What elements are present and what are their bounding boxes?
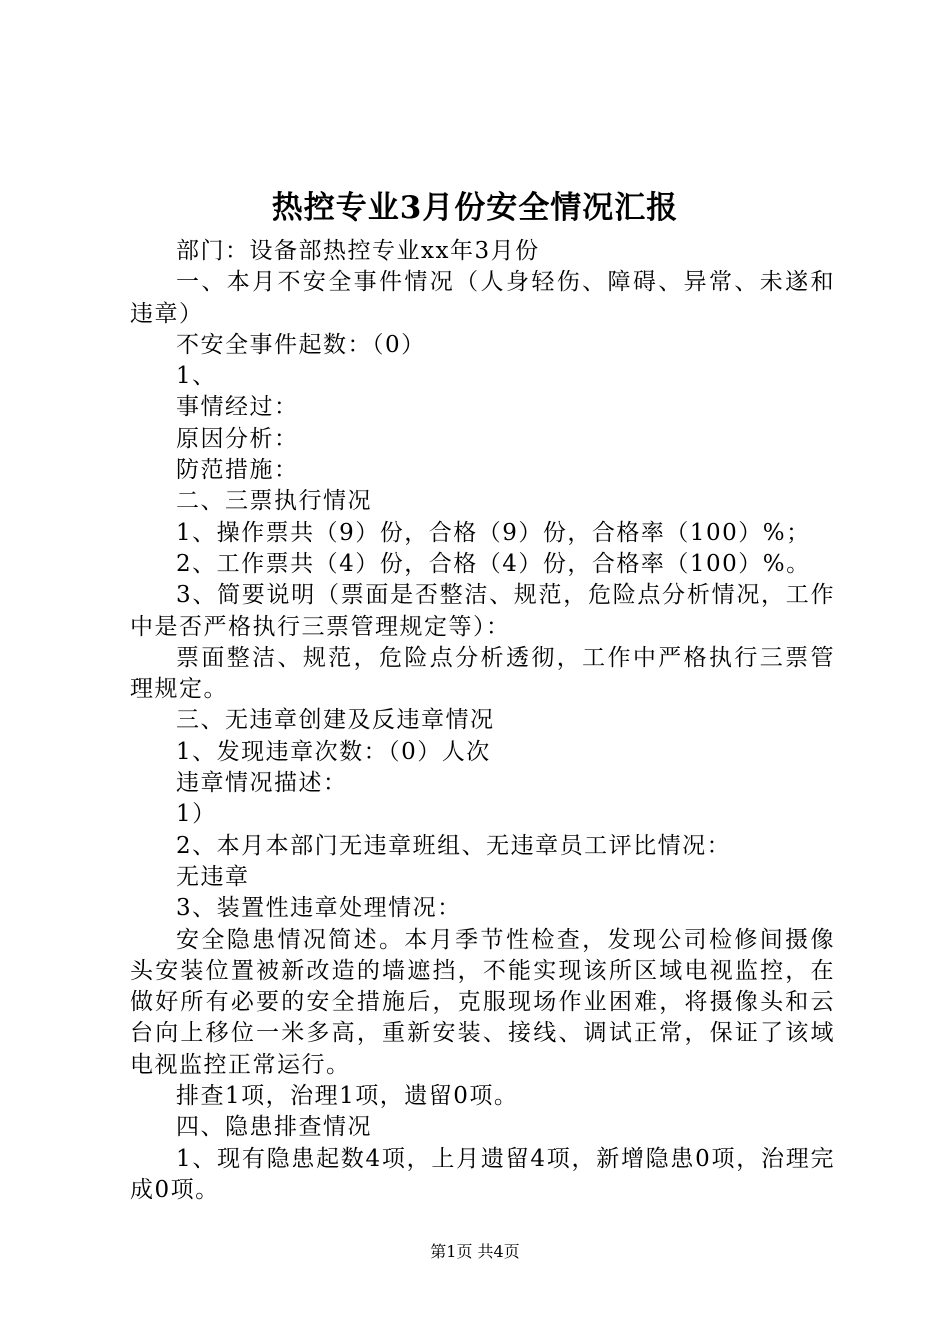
paragraph: 安全隐患情况简述。本月季节性检查，发现公司检修间摄像头安装位置被新改造的墙遮挡，不能实现该所区域电视监控，在做好所有必要的安全措施后，克服现场作业困难，将摄像头和云台向上移位一米多高，重新安装、接线、调试正常，保证了该域电视监控正常运行。: [130, 926, 835, 1078]
paragraph: 四、隐患排查情况: [176, 1114, 372, 1141]
page-number-footer: 第1页 共4页: [430, 1242, 520, 1261]
paragraph: 一、本月不安全事件情况（人身轻伤、障碍、异常、未遂和违章）: [130, 269, 835, 327]
paragraph: 三、无违章创建及反违章情况: [176, 707, 495, 734]
paragraph: 防范措施：: [176, 457, 299, 484]
paragraph: 1、现有隐患起数4项，上月遗留4项，新增隐患0项，治理完成0项。: [130, 1145, 835, 1203]
paragraph: 违章情况描述：: [176, 770, 348, 797]
paragraph: 部门：设备部热控专业xx年3月份: [176, 238, 540, 264]
paragraph: 1、操作票共（9）份，合格（9）份，合格率（100）%；: [176, 519, 811, 546]
paragraph: 不安全事件起数：（0）: [176, 331, 426, 358]
paragraph: 2、本月本部门无违章班组、无违章员工评比情况：: [176, 832, 732, 859]
paragraph: 1、发现违章次数：（0）人次: [176, 738, 491, 765]
paragraph: 3、装置性违章处理情况：: [176, 895, 462, 922]
paragraph: 1、: [176, 363, 217, 390]
document-body: [130, 236, 835, 1206]
paragraph: 原因分析：: [176, 425, 299, 452]
paragraph: 2、工作票共（4）份，合格（4）份，合格率（100）%。: [176, 550, 811, 577]
paragraph: 二、三票执行情况: [176, 488, 372, 515]
paragraph: 1）: [176, 801, 217, 828]
paragraph: 排查1项，治理1项，遗留0项。: [176, 1083, 519, 1110]
paragraph: 3、简要说明（票面是否整洁、规范，危险点分析情况，工作中是否严格执行三票管理规定等）：: [130, 582, 835, 640]
paragraph: 无违章: [176, 863, 250, 890]
document-title: 热控专业3月份安全情况汇报: [271, 190, 679, 226]
paragraph: 票面整洁、规范，危险点分析透彻，工作中严格执行三票管理规定。: [130, 644, 835, 703]
paragraph: 事情经过：: [176, 394, 299, 421]
